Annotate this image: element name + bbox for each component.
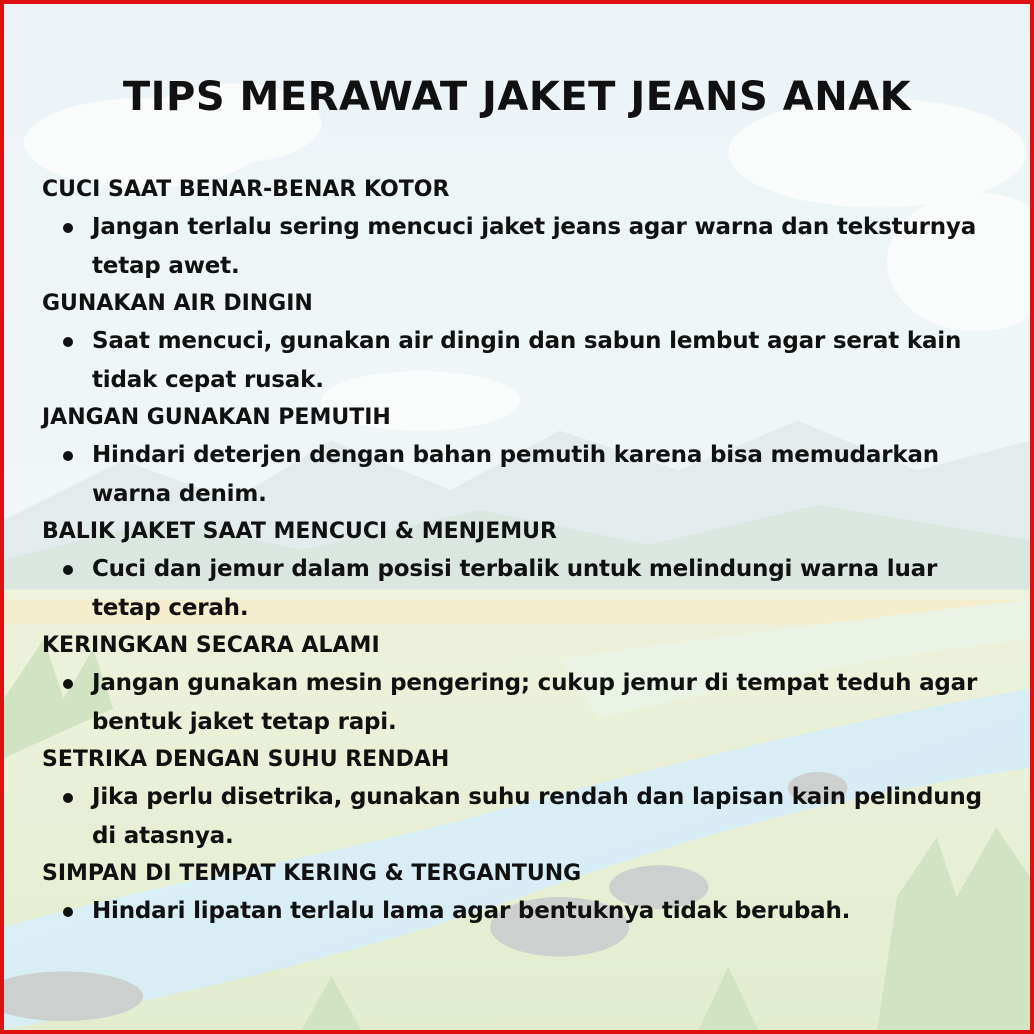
tip-text: Hindari lipatan terlalu lama agar bentuknya tidak berubah. xyxy=(92,898,851,924)
tip-heading: GUNAKAN AIR DINGIN xyxy=(42,291,313,316)
tip-bullet-item xyxy=(42,322,1002,400)
poster-content xyxy=(4,4,1030,1030)
tip-bullet-item xyxy=(42,550,1002,628)
tip-bullet-item xyxy=(42,208,1002,286)
tip-bullet-list xyxy=(42,550,1002,628)
bullet-icon xyxy=(63,793,73,803)
tip-bullet-item xyxy=(42,892,1002,931)
tip-section xyxy=(42,856,1002,931)
tip-heading: SETRIKA DENGAN SUHU RENDAH xyxy=(42,747,450,772)
tip-bullet-list xyxy=(42,322,1002,400)
bullet-icon xyxy=(63,451,73,461)
tip-heading: SIMPAN DI TEMPAT KERING & TERGANTUNG xyxy=(42,861,582,886)
tip-text: Jika perlu disetrika, gunakan suhu rendah dan lapisan kain pelindung di atasnya. xyxy=(92,784,982,849)
tip-bullet-item xyxy=(42,778,1002,856)
tip-section xyxy=(42,286,1002,400)
tip-heading: CUCI SAAT BENAR-BENAR KOTOR xyxy=(42,177,450,202)
tip-heading: JANGAN GUNAKAN PEMUTIH xyxy=(42,405,391,430)
tip-heading: BALIK JAKET SAAT MENCUCI & MENJEMUR xyxy=(42,519,557,544)
tip-section xyxy=(42,400,1002,514)
tip-section xyxy=(42,742,1002,856)
tip-bullet-list xyxy=(42,778,1002,856)
tip-text: Cuci dan jemur dalam posisi terbalik untuk melindungi warna luar tetap cerah. xyxy=(92,556,938,621)
bullet-icon xyxy=(63,337,73,347)
poster-title: TIPS MERAWAT JAKET JEANS ANAK xyxy=(122,74,912,120)
tip-text: Jangan gunakan mesin pengering; cukup jemur di tempat teduh agar bentuk jaket tetap rapi. xyxy=(92,670,978,735)
tip-section xyxy=(42,172,1002,286)
tip-bullet-item xyxy=(42,436,1002,514)
tip-bullet-list xyxy=(42,208,1002,286)
tip-section xyxy=(42,628,1002,742)
tips-list xyxy=(42,172,1002,931)
tip-text: Hindari deterjen dengan bahan pemutih karena bisa memudarkan warna denim. xyxy=(92,442,939,507)
tip-bullet-list xyxy=(42,436,1002,514)
bullet-icon xyxy=(63,907,73,917)
tip-bullet-list xyxy=(42,892,1002,931)
tip-text: Jangan terlalu sering mencuci jaket jeans agar warna dan teksturnya tetap awet. xyxy=(92,214,977,279)
tip-heading: KERINGKAN SECARA ALAMI xyxy=(42,633,380,658)
bullet-icon xyxy=(63,679,73,689)
tip-bullet-list xyxy=(42,664,1002,742)
bullet-icon xyxy=(63,223,73,233)
tip-bullet-item xyxy=(42,664,1002,742)
bullet-icon xyxy=(63,565,73,575)
tip-text: Saat mencuci, gunakan air dingin dan sabun lembut agar serat kain tidak cepat rusak. xyxy=(92,328,962,393)
tip-section xyxy=(42,514,1002,628)
